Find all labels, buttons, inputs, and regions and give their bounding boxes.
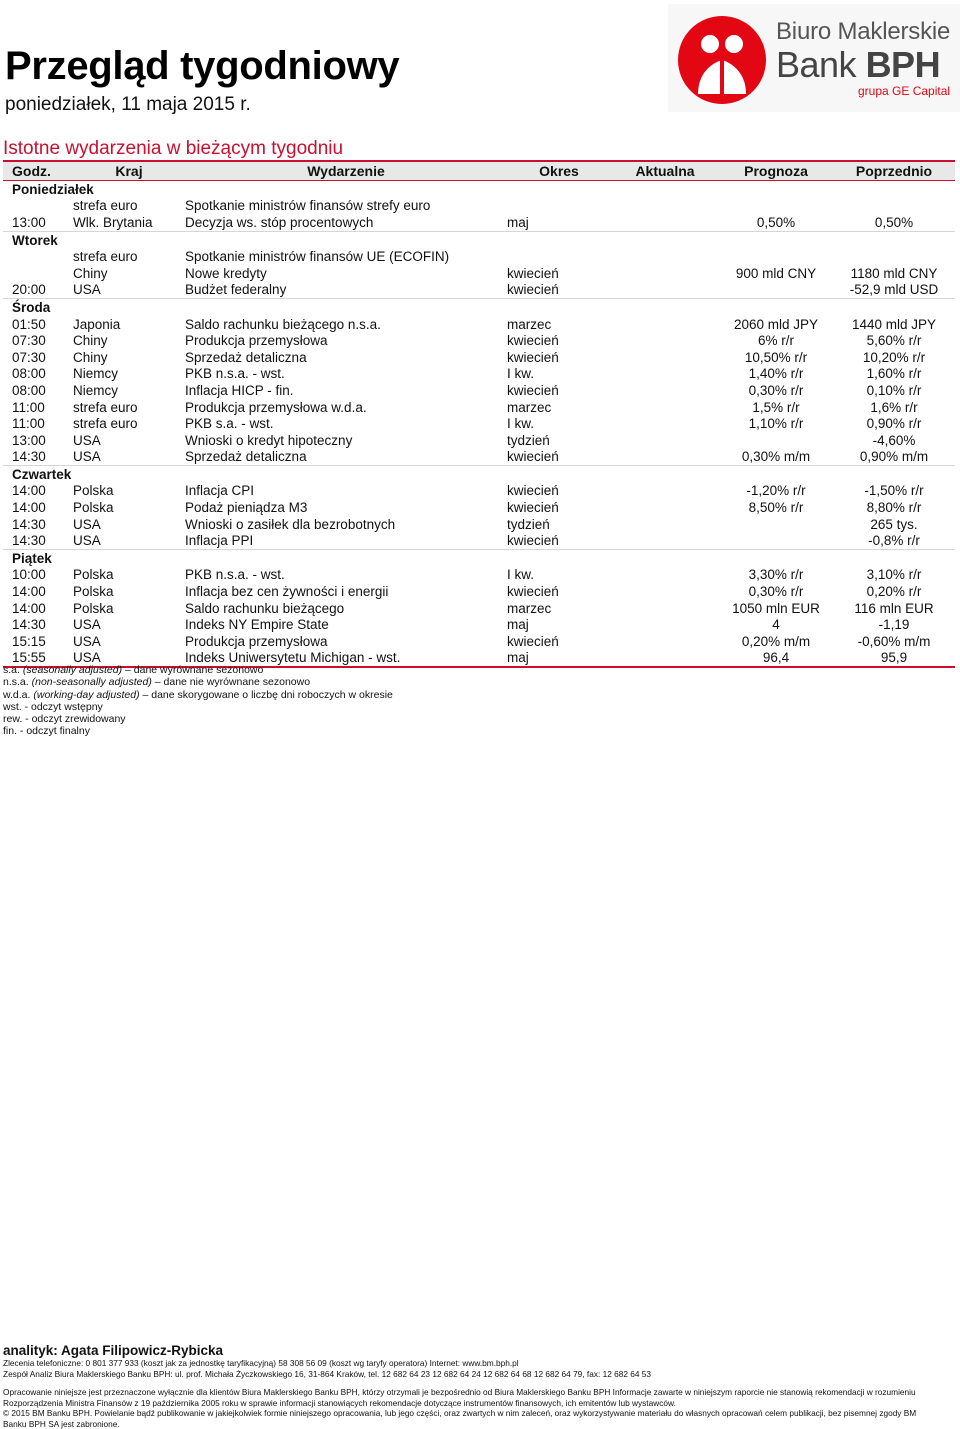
cell-previous: 1,60% r/r: [833, 366, 955, 383]
cell-event: Inflacja PPI: [185, 532, 507, 549]
cell-forecast: 0,30% r/r: [719, 583, 833, 600]
cell-forecast: -1,20% r/r: [719, 483, 833, 500]
table-row: [3, 616, 955, 633]
cell-previous: 0,90% r/r: [833, 415, 955, 432]
cell-country: Wlk. Brytania: [73, 214, 185, 231]
table-row: [3, 633, 955, 650]
table-row: [3, 265, 955, 282]
cell-event: PKB n.s.a. - wst.: [185, 567, 507, 584]
logo-text-bank-b: BPH: [866, 44, 941, 85]
cell-country: Chiny: [73, 265, 185, 282]
note-abbr: rew.: [3, 713, 22, 725]
table-row: [3, 600, 955, 617]
cell-previous: 3,10% r/r: [833, 567, 955, 584]
table-row: [3, 516, 955, 533]
cell-event: Indeks NY Empire State: [185, 616, 507, 633]
footer: [3, 1343, 953, 1429]
note-abbr: s.a.: [3, 664, 20, 676]
cell-period: [507, 198, 611, 215]
cell-period: kwiecień: [507, 483, 611, 500]
cell-forecast: [719, 532, 833, 549]
cell-time: 08:00: [3, 382, 73, 399]
cell-period: maj: [507, 214, 611, 231]
cell-period: kwiecień: [507, 449, 611, 466]
cell-actual: [611, 282, 719, 299]
cell-previous: 10,20% r/r: [833, 349, 955, 366]
cell-forecast: 4: [719, 616, 833, 633]
cell-actual: [611, 483, 719, 500]
cell-time: 14:00: [3, 583, 73, 600]
cell-time: 11:00: [3, 399, 73, 416]
cell-country: USA: [73, 650, 185, 668]
cell-event: Wnioski o kredyt hipoteczny: [185, 432, 507, 449]
col-header-period: Okres: [507, 161, 611, 181]
cell-actual: [611, 516, 719, 533]
cell-previous: -52,9 mld USD: [833, 282, 955, 299]
cell-period: marzec: [507, 316, 611, 333]
cell-period: kwiecień: [507, 499, 611, 516]
cell-actual: [611, 567, 719, 584]
logo-text-group: grupa GE Capital: [858, 84, 950, 98]
cell-previous: 116 mln EUR: [833, 600, 955, 617]
note-full: (seasonally adjusted): [23, 664, 122, 676]
cell-forecast: 0,20% m/m: [719, 633, 833, 650]
cell-event: Decyzja ws. stóp procentowych: [185, 214, 507, 231]
cell-actual: [611, 214, 719, 231]
day-header-row: [3, 299, 955, 316]
cell-actual: [611, 650, 719, 668]
note-line: [3, 664, 393, 676]
cell-previous: 1440 mld JPY: [833, 316, 955, 333]
note-desc: - odczyt zrewidowany: [22, 713, 125, 725]
cell-period: [507, 248, 611, 265]
cell-period: kwiecień: [507, 282, 611, 299]
cell-country: Niemcy: [73, 382, 185, 399]
cell-actual: [611, 499, 719, 516]
cell-period: tydzień: [507, 432, 611, 449]
cell-actual: [611, 265, 719, 282]
cell-event: Spotkanie ministrów finansów strefy euro: [185, 198, 507, 215]
note-desc: - odczyt finalny: [17, 725, 90, 737]
cell-previous: 0,50%: [833, 214, 955, 231]
disclaimer-line: © 2015 BM Banku BPH. Powielanie bądź publikowanie w jakiejkolwiek formie niniejszego opracowania, lub jego części, oraz zwartych w nim zaleceń, oraz wykorzystywanie materiału do własnych opracowań celem publikacji, bez pisemnej zgody BM: [3, 1408, 953, 1419]
section-title: Istotne wydarzenia w bieżącym tygodniu: [3, 138, 343, 160]
cell-previous: 95,9: [833, 650, 955, 668]
cell-forecast: 1,10% r/r: [719, 415, 833, 432]
note-abbr: fin.: [3, 725, 17, 737]
report-date: poniedziałek, 11 maja 2015 r.: [5, 94, 251, 116]
table-row: [3, 282, 955, 299]
table-header-row: [3, 161, 955, 181]
note-line: [3, 725, 393, 737]
cell-country: strefa euro: [73, 198, 185, 215]
cell-time: 07:30: [3, 332, 73, 349]
cell-time: 14:00: [3, 483, 73, 500]
cell-country: Chiny: [73, 332, 185, 349]
cell-period: maj: [507, 650, 611, 668]
cell-event: Inflacja CPI: [185, 483, 507, 500]
note-line: [3, 713, 393, 725]
table-row: [3, 432, 955, 449]
cell-forecast: [719, 248, 833, 265]
cell-time: 20:00: [3, 282, 73, 299]
cell-previous: [833, 198, 955, 215]
cell-country: Polska: [73, 499, 185, 516]
cell-event: Produkcja przemysłowa: [185, 633, 507, 650]
cell-time: 07:30: [3, 349, 73, 366]
events-body: [3, 181, 955, 668]
cell-event: Saldo rachunku bieżącego: [185, 600, 507, 617]
cell-forecast: [719, 432, 833, 449]
cell-forecast: 10,50% r/r: [719, 349, 833, 366]
cell-time: 13:00: [3, 432, 73, 449]
cell-previous: 1,6% r/r: [833, 399, 955, 416]
cell-event: PKB s.a. - wst.: [185, 415, 507, 432]
cell-actual: [611, 616, 719, 633]
logo-text-bank: [776, 44, 940, 86]
cell-event: Indeks Uniwersytetu Michigan - wst.: [185, 650, 507, 668]
note-full: (non-seasonally adjusted): [32, 676, 152, 688]
cell-country: strefa euro: [73, 248, 185, 265]
col-header-previous: Poprzednio: [833, 161, 955, 181]
note-abbr: w.d.a.: [3, 689, 30, 701]
table-row: [3, 349, 955, 366]
cell-country: USA: [73, 633, 185, 650]
note-line: [3, 676, 393, 688]
note-desc: - odczyt wstępny: [22, 701, 103, 713]
page-title: Przegląd tygodniowy: [5, 44, 399, 89]
disclaimer-line: Rozporządzenia Ministra Finansów z 19 października 2005 roku w sprawie informacji stanowiących rekomendacje dotyczące instrumentów finansowych, ich emitentów lub wystawców.: [3, 1398, 953, 1409]
cell-forecast: 6% r/r: [719, 332, 833, 349]
cell-event: Sprzedaż detaliczna: [185, 349, 507, 366]
cell-forecast: 3,30% r/r: [719, 567, 833, 584]
bank-emblem-icon: [676, 14, 772, 106]
cell-previous: 5,60% r/r: [833, 332, 955, 349]
cell-time: 14:00: [3, 600, 73, 617]
cell-period: tydzień: [507, 516, 611, 533]
cell-previous: 265 tys.: [833, 516, 955, 533]
cell-actual: [611, 248, 719, 265]
cell-previous: 0,90% m/m: [833, 449, 955, 466]
col-header-forecast: Prognoza: [719, 161, 833, 181]
cell-forecast: [719, 516, 833, 533]
cell-period: I kw.: [507, 567, 611, 584]
logo-text-bank-a: Bank: [776, 44, 866, 85]
cell-country: USA: [73, 449, 185, 466]
cell-actual: [611, 399, 719, 416]
cell-actual: [611, 366, 719, 383]
cell-period: maj: [507, 616, 611, 633]
cell-previous: -4,60%: [833, 432, 955, 449]
cell-time: 08:00: [3, 366, 73, 383]
cell-forecast: 1050 mln EUR: [719, 600, 833, 617]
note-desc: – dane nie wyrównane sezonowo: [152, 676, 310, 688]
table-row: [3, 449, 955, 466]
disclaimer-line: Banku BPH SA jest zabronione.: [3, 1419, 953, 1429]
col-header-time: Godz.: [3, 161, 73, 181]
cell-country: Niemcy: [73, 366, 185, 383]
cell-event: Inflacja bez cen żywności i energii: [185, 583, 507, 600]
cell-country: Japonia: [73, 316, 185, 333]
table-row: [3, 198, 955, 215]
cell-period: kwiecień: [507, 583, 611, 600]
table-row: [3, 382, 955, 399]
cell-forecast: 8,50% r/r: [719, 499, 833, 516]
cell-country: USA: [73, 282, 185, 299]
cell-time: 13:00: [3, 214, 73, 231]
col-header-country: Kraj: [73, 161, 185, 181]
note-abbr: wst.: [3, 701, 22, 713]
cell-forecast: 1,5% r/r: [719, 399, 833, 416]
table-row: [3, 583, 955, 600]
cell-period: marzec: [507, 600, 611, 617]
cell-forecast: 0,50%: [719, 214, 833, 231]
disclaimer-line: Opracowanie niniejsze jest przeznaczone wyłącznie dla klientów Biura Maklerskiego Banku BPH, którzy otrzymali je bezpośrednio od Biura Maklerskiego Banku BPH Informacje zawarte w niniejszym raporcie nie stanowią rekomendacji w rozumieniu: [3, 1387, 953, 1398]
note-line: [3, 701, 393, 713]
cell-time: 15:15: [3, 633, 73, 650]
table-row: [3, 532, 955, 549]
cell-actual: [611, 415, 719, 432]
cell-country: strefa euro: [73, 415, 185, 432]
cell-event: Saldo rachunku bieżącego n.s.a.: [185, 316, 507, 333]
cell-event: Budżet federalny: [185, 282, 507, 299]
cell-previous: -0,60% m/m: [833, 633, 955, 650]
cell-time: 14:00: [3, 499, 73, 516]
cell-country: Polska: [73, 583, 185, 600]
cell-previous: -0,8% r/r: [833, 532, 955, 549]
note-full: (working-day adjusted): [33, 689, 139, 701]
cell-actual: [611, 532, 719, 549]
note-line: [3, 689, 393, 701]
cell-time: [3, 198, 73, 215]
cell-event: Wnioski o zasiłek dla bezrobotnych: [185, 516, 507, 533]
cell-period: kwiecień: [507, 332, 611, 349]
cell-event: Produkcja przemysłowa: [185, 332, 507, 349]
team-info: Zespół Analiz Biura Maklerskiego Banku BPH: ul. prof. Michała Życzkowskiego 16, 31-864 Kraków, tel. 12 682 64 23 12 682 64 24 12 682 64 68 12 682 64 79, fax: 12 682 64 53: [3, 1369, 953, 1380]
abbreviation-notes: [3, 664, 393, 738]
cell-time: 14:30: [3, 516, 73, 533]
cell-actual: [611, 432, 719, 449]
cell-country: Polska: [73, 600, 185, 617]
col-header-actual: Aktualna: [611, 161, 719, 181]
day-name: Środa: [3, 299, 955, 316]
cell-time: 01:50: [3, 316, 73, 333]
day-header-row: [3, 231, 955, 248]
cell-country: Polska: [73, 483, 185, 500]
cell-actual: [611, 332, 719, 349]
cell-actual: [611, 583, 719, 600]
day-name: Wtorek: [3, 231, 955, 248]
logo-text-biuro: Biuro Maklerskie: [776, 18, 950, 46]
cell-forecast: [719, 282, 833, 299]
note-desc: – dane wyrównane sezonowo: [122, 664, 263, 676]
day-header-row: [3, 181, 955, 198]
cell-previous: [833, 248, 955, 265]
contact-info: Zlecenia telefoniczne: 0 801 377 933 (koszt jak za jednostkę taryfikacyjną) 58 308 56 09 (koszt wg taryfy operatora) Internet: www.bm.bph.pl: [3, 1358, 953, 1369]
cell-period: I kw.: [507, 415, 611, 432]
cell-forecast: 0,30% m/m: [719, 449, 833, 466]
cell-event: Nowe kredyty: [185, 265, 507, 282]
cell-event: Spotkanie ministrów finansów UE (ECOFIN): [185, 248, 507, 265]
cell-period: kwiecień: [507, 532, 611, 549]
cell-country: Polska: [73, 567, 185, 584]
cell-previous: 8,80% r/r: [833, 499, 955, 516]
table-row: [3, 567, 955, 584]
cell-previous: -1,50% r/r: [833, 483, 955, 500]
table-row: [3, 366, 955, 383]
cell-time: [3, 265, 73, 282]
cell-time: 14:30: [3, 449, 73, 466]
cell-forecast: 900 mld CNY: [719, 265, 833, 282]
day-header-row: [3, 550, 955, 567]
cell-period: kwiecień: [507, 265, 611, 282]
table-row: [3, 483, 955, 500]
table-row: [3, 248, 955, 265]
cell-event: Sprzedaż detaliczna: [185, 449, 507, 466]
cell-country: strefa euro: [73, 399, 185, 416]
table-row: [3, 316, 955, 333]
cell-event: PKB n.s.a. - wst.: [185, 366, 507, 383]
cell-previous: 0,10% r/r: [833, 382, 955, 399]
day-name: Poniedziałek: [3, 181, 955, 198]
cell-actual: [611, 198, 719, 215]
note-abbr: n.s.a.: [3, 676, 29, 688]
cell-actual: [611, 349, 719, 366]
cell-event: Inflacja HICP - fin.: [185, 382, 507, 399]
cell-time: 11:00: [3, 415, 73, 432]
events-table: [3, 160, 955, 668]
cell-forecast: [719, 198, 833, 215]
day-name: Piątek: [3, 550, 955, 567]
table-row: [3, 332, 955, 349]
cell-forecast: 96,4: [719, 650, 833, 668]
note-desc: – dane skorygowane o liczbę dni roboczych w okresie: [140, 689, 393, 701]
table-row: [3, 499, 955, 516]
cell-country: USA: [73, 616, 185, 633]
cell-time: [3, 248, 73, 265]
cell-time: 15:55: [3, 650, 73, 668]
cell-previous: 0,20% r/r: [833, 583, 955, 600]
cell-time: 14:30: [3, 616, 73, 633]
cell-previous: -1,19: [833, 616, 955, 633]
cell-actual: [611, 449, 719, 466]
cell-forecast: 0,30% r/r: [719, 382, 833, 399]
cell-period: kwiecień: [507, 382, 611, 399]
cell-previous: 1180 mld CNY: [833, 265, 955, 282]
cell-period: kwiecień: [507, 633, 611, 650]
table-row: [3, 415, 955, 432]
cell-period: kwiecień: [507, 349, 611, 366]
cell-forecast: 2060 mld JPY: [719, 316, 833, 333]
day-name: Czwartek: [3, 466, 955, 483]
cell-event: Produkcja przemysłowa w.d.a.: [185, 399, 507, 416]
table-row: [3, 399, 955, 416]
cell-actual: [611, 633, 719, 650]
cell-time: 14:30: [3, 532, 73, 549]
day-header-row: [3, 466, 955, 483]
cell-country: USA: [73, 516, 185, 533]
cell-actual: [611, 382, 719, 399]
cell-actual: [611, 316, 719, 333]
cell-country: USA: [73, 432, 185, 449]
bank-logo: [668, 4, 960, 112]
cell-country: Chiny: [73, 349, 185, 366]
table-row: [3, 214, 955, 231]
cell-forecast: 1,40% r/r: [719, 366, 833, 383]
col-header-event: Wydarzenie: [185, 161, 507, 181]
cell-period: marzec: [507, 399, 611, 416]
cell-country: USA: [73, 532, 185, 549]
analyst-name: analityk: Agata Filipowicz-Rybicka: [3, 1343, 953, 1358]
cell-actual: [611, 600, 719, 617]
cell-time: 10:00: [3, 567, 73, 584]
cell-event: Podaż pieniądza M3: [185, 499, 507, 516]
cell-period: I kw.: [507, 366, 611, 383]
